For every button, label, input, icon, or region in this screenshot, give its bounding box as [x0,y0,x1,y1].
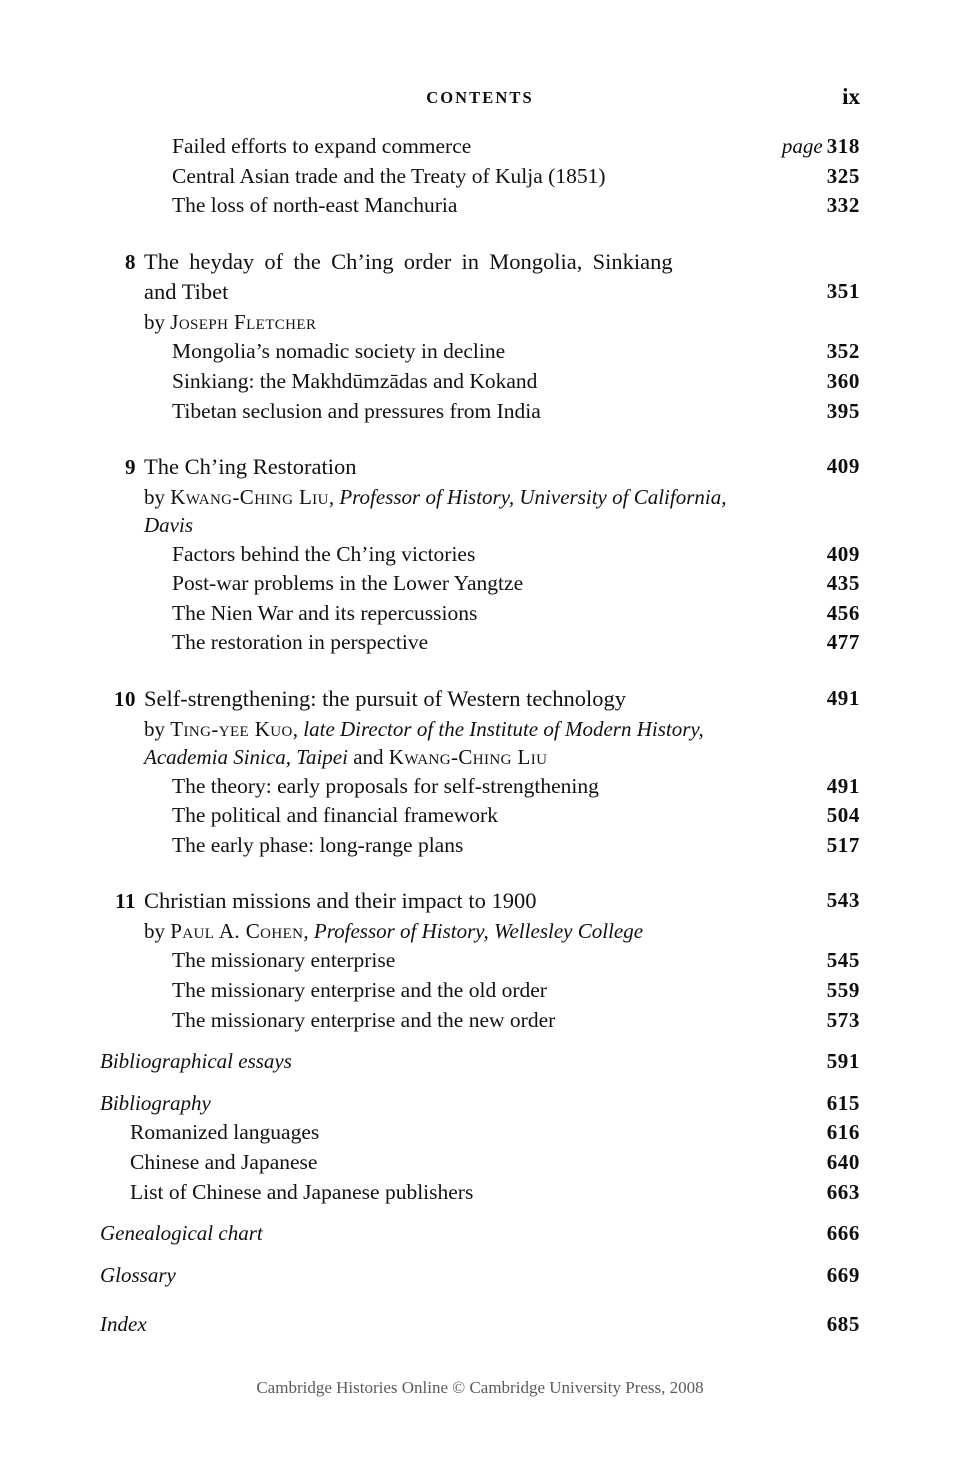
spacer [100,221,860,247]
toc-entry-label: The Nien War and its repercussions [172,600,478,625]
byline-affiliation: , late Director of the Institute of Modern History, Academia Sinica, Taipei [144,716,704,770]
byline-author-second: Kwang-Ching Liu [388,745,548,770]
toc-entry-backmatter-sub[interactable] [100,1148,860,1178]
toc-entry-section[interactable] [100,946,860,976]
spacer [100,1035,860,1047]
page-number: 352 [826,339,860,364]
page-footer: Cambridge Histories Online © Cambridge University Press, 2008 [256,1378,704,1397]
toc-entry-chapter[interactable] [100,247,860,308]
toc-entry-label: List of Chinese and Japanese publishers [130,1179,474,1204]
page-number: 351 [826,279,860,304]
page-label: page [781,134,823,158]
toc-entry-section[interactable] [100,628,860,658]
toc-entry-backmatter-sub[interactable] [100,1118,860,1148]
byline-text: by Ting-yee Kuo, late Director of the Institute of Modern History, Academia Sinica, Taipei and Kwang-Ching Liu [144,716,704,770]
page-number: 559 [826,978,860,1002]
byline-author: Joseph Fletcher [170,309,317,334]
page-number: 543 [826,888,860,913]
page-number: 663 [826,1179,860,1204]
toc-entry-label: Failed efforts to expand commerce [172,134,472,158]
page-number: 591 [826,1049,860,1074]
byline-author: Ting-yee Kuo [170,716,293,741]
spacer [100,1249,860,1261]
toc-entry-backmatter-sub[interactable] [100,1178,860,1208]
toc-entry-section[interactable] [100,162,860,192]
spacer [100,658,860,684]
toc-entry-byline [100,715,860,772]
page-number: 685 [826,1312,860,1337]
chapter-number: 8 [125,249,136,274]
page-number: 332 [826,193,860,218]
toc-entry-label: Self-strengthening: the pursuit of Western technology [144,686,627,712]
page-number: 666 [826,1221,860,1246]
toc-entry-label: The Ch’ing Restoration [144,454,357,480]
page-number: 491 [826,686,860,711]
byline-author: Paul A. Cohen [170,918,304,943]
toc-entry-section[interactable] [100,599,860,629]
spacer [100,1207,860,1219]
toc-entry-label: The early phase: long-range plans [172,832,464,857]
toc-entry-label: Romanized languages [130,1120,320,1145]
chapter-number: 10 [114,687,136,712]
page-number: 615 [826,1090,860,1115]
toc-entry-label: Chinese and Japanese [130,1149,318,1174]
toc-entry-section[interactable] [100,367,860,397]
byline-text: by Joseph Fletcher [144,309,317,334]
toc-entry-section[interactable] [100,337,860,367]
toc-entry-label: Glossary [100,1262,176,1287]
byline-author: Kwang-Ching Liu [170,484,329,509]
toc-entry-label: The missionary enterprise [172,948,396,973]
page-number: 435 [826,571,860,596]
chapter-number: 9 [125,455,136,480]
toc-entry-label: Factors behind the Ch’ing victories [172,541,476,566]
page-number: 395 [826,398,860,423]
spacer [100,860,860,886]
page-number: 477 [826,630,860,655]
toc-entry-label: Bibliography [100,1090,211,1115]
page-number: 669 [826,1262,860,1287]
page-number: 409 [826,454,860,479]
toc-entry-section[interactable] [100,1006,860,1036]
toc-entry-label: Tibetan seclusion and pressures from India [172,398,541,423]
toc-entry-label: Bibliographical essays [100,1049,292,1074]
toc-entry-section[interactable] [100,772,860,802]
toc-entry-byline [100,308,860,338]
toc-entry-label: The missionary enterprise and the new order [172,1007,556,1032]
toc-entry-label: The heyday of the Ch’ing order in Mongolia, Sinkiang and Tibet [144,247,860,308]
page-number: page 318 [781,134,860,158]
toc-entry-section[interactable] [100,976,860,1006]
toc-entry-chapter[interactable] [100,452,860,483]
page-number: 491 [826,773,860,798]
toc-entry-label: Christian missions and their impact to 1900 [144,888,537,914]
page-title: CONTENTS [426,88,534,107]
chapter-number: 11 [115,889,136,914]
table-of-contents [100,132,860,1340]
toc-entry-section[interactable] [100,132,860,162]
toc-entry-section[interactable] [100,397,860,427]
toc-entry-backmatter[interactable] [100,1089,860,1119]
page-number: 545 [826,948,860,973]
toc-entry-backmatter[interactable] [100,1219,860,1249]
toc-entry-byline [100,483,860,540]
toc-entry-section[interactable] [100,801,860,831]
toc-entry-label: The political and financial framework [172,803,498,828]
page-number: 325 [826,163,860,188]
byline-affiliation: , Professor of History, University of California, Davis [144,484,727,538]
spacer [100,1077,860,1089]
spacer [100,426,860,452]
byline-text: by Kwang-Ching Liu, Professor of History, University of California, Davis [144,484,727,538]
page-number: 573 [826,1007,860,1032]
page-number: 616 [826,1120,860,1145]
byline-affiliation: , Professor of History, Wellesley College [303,918,644,943]
toc-entry-section[interactable] [100,191,860,221]
toc-entry-label: The missionary enterprise and the old order [172,978,547,1002]
toc-entry-label: The loss of north-east Manchuria [172,193,458,218]
toc-entry-label-continued: and Tibet [144,279,229,305]
page-number: 517 [826,832,860,857]
toc-entry-backmatter[interactable] [100,1261,860,1291]
toc-entry-section[interactable] [100,569,860,599]
toc-entry-label: Sinkiang: the Makhdūmzādas and Kokand [172,368,538,393]
page-number: 504 [826,803,860,828]
page-number: 456 [826,600,860,625]
byline-text: by Paul A. Cohen, Professor of History, Wellesley College [144,918,644,943]
page-number: 640 [826,1149,860,1174]
toc-entry-section[interactable] [100,831,860,861]
toc-entry-label: Mongolia’s nomadic society in decline [172,339,506,364]
toc-entry-chapter[interactable] [100,684,860,715]
page-number: 409 [826,541,860,566]
toc-entry-backmatter[interactable] [100,1310,860,1340]
toc-entry-label: The restoration in perspective [172,630,429,655]
toc-entry-label: The theory: early proposals for self-strengthening [172,773,599,798]
toc-entry-label: Central Asian trade and the Treaty of Kulja (1851) [172,163,606,188]
spacer [100,1290,860,1310]
page-number: 360 [826,368,860,393]
running-head [100,84,860,114]
toc-entry-chapter[interactable] [100,886,860,917]
toc-entry-label: Post-war problems in the Lower Yangtze [172,571,524,596]
folio-number: ix [842,84,860,109]
toc-entry-section[interactable] [100,540,860,570]
toc-entry-backmatter[interactable] [100,1047,860,1077]
toc-entry-label: Index [100,1312,147,1337]
toc-entry-byline [100,917,860,947]
toc-entry-label: Genealogical chart [100,1221,263,1246]
